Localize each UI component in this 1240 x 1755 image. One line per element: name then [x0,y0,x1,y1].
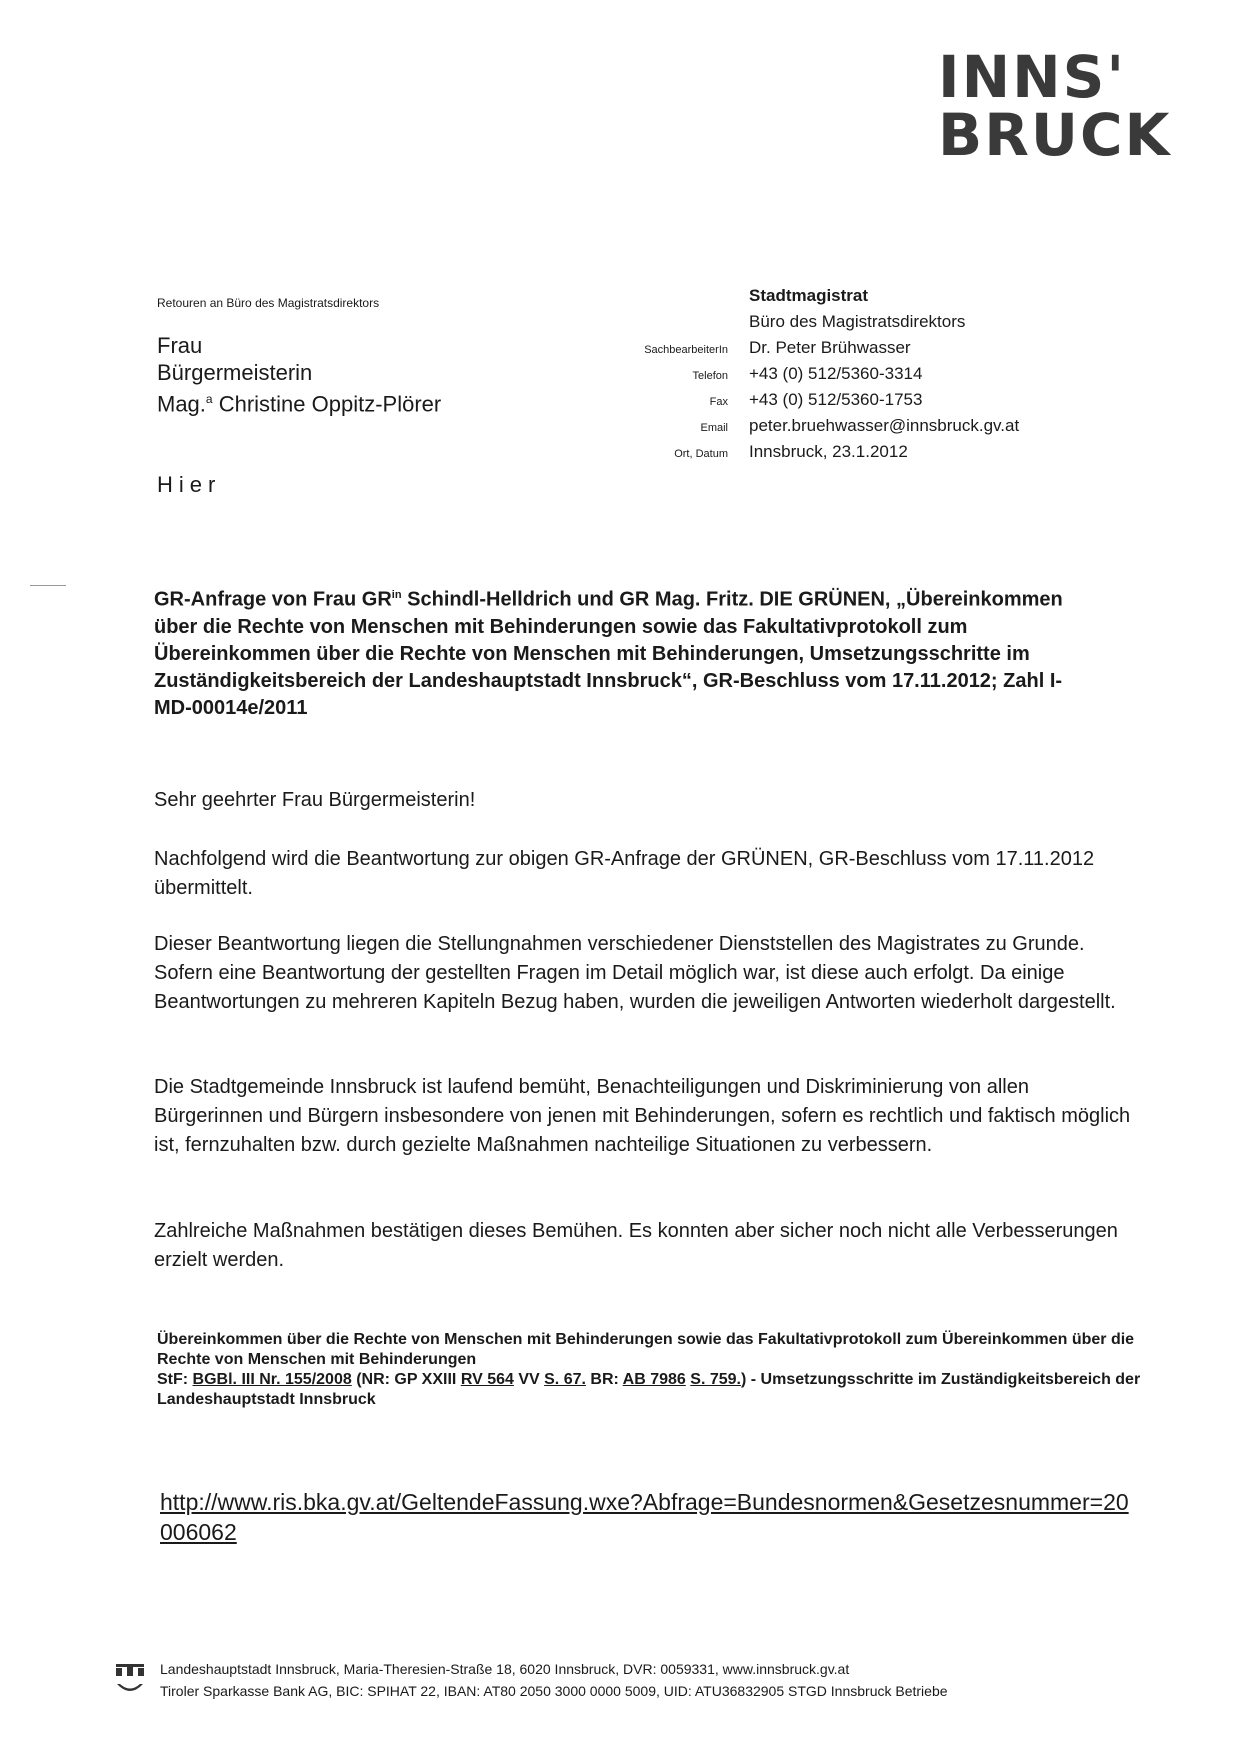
recipient-block [157,332,441,417]
footer-line-2: Tiroler Sparkasse Bank AG, BIC: SPIHAT 22, IBAN: AT80 2050 3000 0000 5009, UID: ATU36832905 STGD Innsbruck Betriebe [160,1683,948,1699]
sender-row [600,390,1019,416]
citation-text: BR: [585,1371,623,1388]
ris-link[interactable]: http://www.ris.bka.gv.at/GeltendeFassung.wxe?Abfrage=Bundesnormen&Gesetzesnummer=20006062 [160,1489,1129,1545]
logo-line-2: BRUCK [938,101,1172,169]
bgbl-link[interactable]: BGBl. III Nr. 155/2008 [192,1371,352,1388]
body-paragraph: Dieser Beantwortung liegen die Stellungnahmen verschiedener Dienststellen des Magistrates zu Grunde. Sofern eine Beantwortung der gestellten Fragen im Detail möglich war, ist diese auch erfolgt. Da einige Beantwortungen zu mehreren Kapiteln Bezug haben, wurden die jeweiligen Antworten wiederholt dargestellt. [154,933,1116,1013]
s759-link[interactable]: S. 759. [690,1371,741,1388]
sender-label: Email [700,422,728,434]
sender-row [600,416,1019,442]
sender-details [600,338,1019,468]
recipient-title-sup: a [205,392,213,406]
sender-row [600,442,1019,468]
subject-part-2: Schindl-Helldrich und GR Mag. Fritz. DIE GRÜNEN, „Übereinkommen über die Rechte von Menschen mit Behinderungen sowie das Fakultativprotokoll zum Übereinkommen über die Rechte von Menschen mit Behinderungen, Umsetzungsschritte im Zuständigkeitsbereich der Landeshauptstadt Innsbruck“, GR-Beschluss vom 17.11.2012; Zahl I-MD-00014e/2011 [154,588,1063,719]
fold-mark [30,585,66,586]
sender-email[interactable]: peter.bruehwasser@innsbruck.gv.at [749,416,1020,435]
citation-text: VV [513,1371,545,1388]
convention-citation [157,1370,1142,1410]
sender-value: Dr. Peter Brühwasser [749,338,911,357]
recipient-name: Christine Oppitz-Plörer [212,391,442,417]
sender-label: Telefon [692,370,728,382]
convention-reference [157,1330,1142,1410]
sender-value: +43 (0) 512/5360-1753 [749,390,923,409]
ab-link[interactable]: AB 7986 [622,1371,686,1388]
salutation: Sehr geehrter Frau Bürgermeisterin! [154,789,476,811]
body-paragraph: Die Stadtgemeinde Innsbruck ist laufend bemüht, Benachteiligungen und Diskriminierung von allen Bürgerinnen und Bürgern insbesondere von jenen mit Behinderungen, sofern es rechtlich und faktisch möglich ist, fernzuhalten bzw. durch gezielte Maßnahmen nachteilige Situationen zu verbessern. [154,1076,1131,1156]
citation-text: ) - Umsetzungsschritte im Zuständigkeitsbereich der Landeshauptstadt Innsbruck [157,1371,1141,1408]
recipient-line-3 [157,386,441,417]
sender-org: Stadtmagistrat [749,286,869,305]
footer [160,1658,948,1702]
logo-line-1: INNS' [938,43,1127,111]
body-paragraph: Zahlreiche Maßnahmen bestätigen dieses Bemühen. Es konnten aber sicher noch nicht alle Verbesserungen erzielt werden. [154,1220,1118,1271]
sender-label: Ort, Datum [674,448,728,460]
subject-line [154,582,1099,722]
s67-link[interactable]: S. 67. [544,1371,586,1388]
subject-part-1: GR-Anfrage von Frau GR [154,588,392,611]
recipient-title: Mag. [157,391,206,417]
innsbruck-logo [938,43,1178,169]
recipient-line-1: Frau [157,333,203,358]
sender-label: Fax [709,396,728,408]
sender-value: Innsbruck, 23.1.2012 [749,442,908,461]
citation-prefix: StF: [157,1371,193,1388]
sender-value: +43 (0) 512/5360-3314 [749,364,923,383]
sender-row [600,338,1019,364]
sender-label: SachbearbeiterIn [644,344,728,356]
citation-text: (NR: GP XXIII [351,1371,461,1388]
body-paragraph: Nachfolgend wird die Beantwortung zur obigen GR-Anfrage der GRÜNEN, GR-Beschluss vom 17.11.2012 übermittelt. [154,848,1095,899]
city-emblem-icon [116,1662,144,1702]
sender-row [600,364,1019,390]
return-address: Retouren an Büro des Magistratsdirektors [157,296,380,310]
rv-link[interactable]: RV 564 [460,1371,514,1388]
sender-dept: Büro des Magistratsdirektors [749,312,966,331]
convention-title: Übereinkommen über die Rechte von Menschen mit Behinderungen sowie das Fakultativprotokoll zum Übereinkommen über die Rechte von Menschen mit Behinderungen [157,1331,1135,1368]
subject-sup: in [391,589,402,601]
recipient-hier: Hier [157,472,222,497]
recipient-line-2: Bürgermeisterin [157,360,313,385]
footer-line-1: Landeshauptstadt Innsbruck, Maria-Theresien-Straße 18, 6020 Innsbruck, DVR: 0059331, www.innsbruck.gv.at [160,1661,850,1677]
